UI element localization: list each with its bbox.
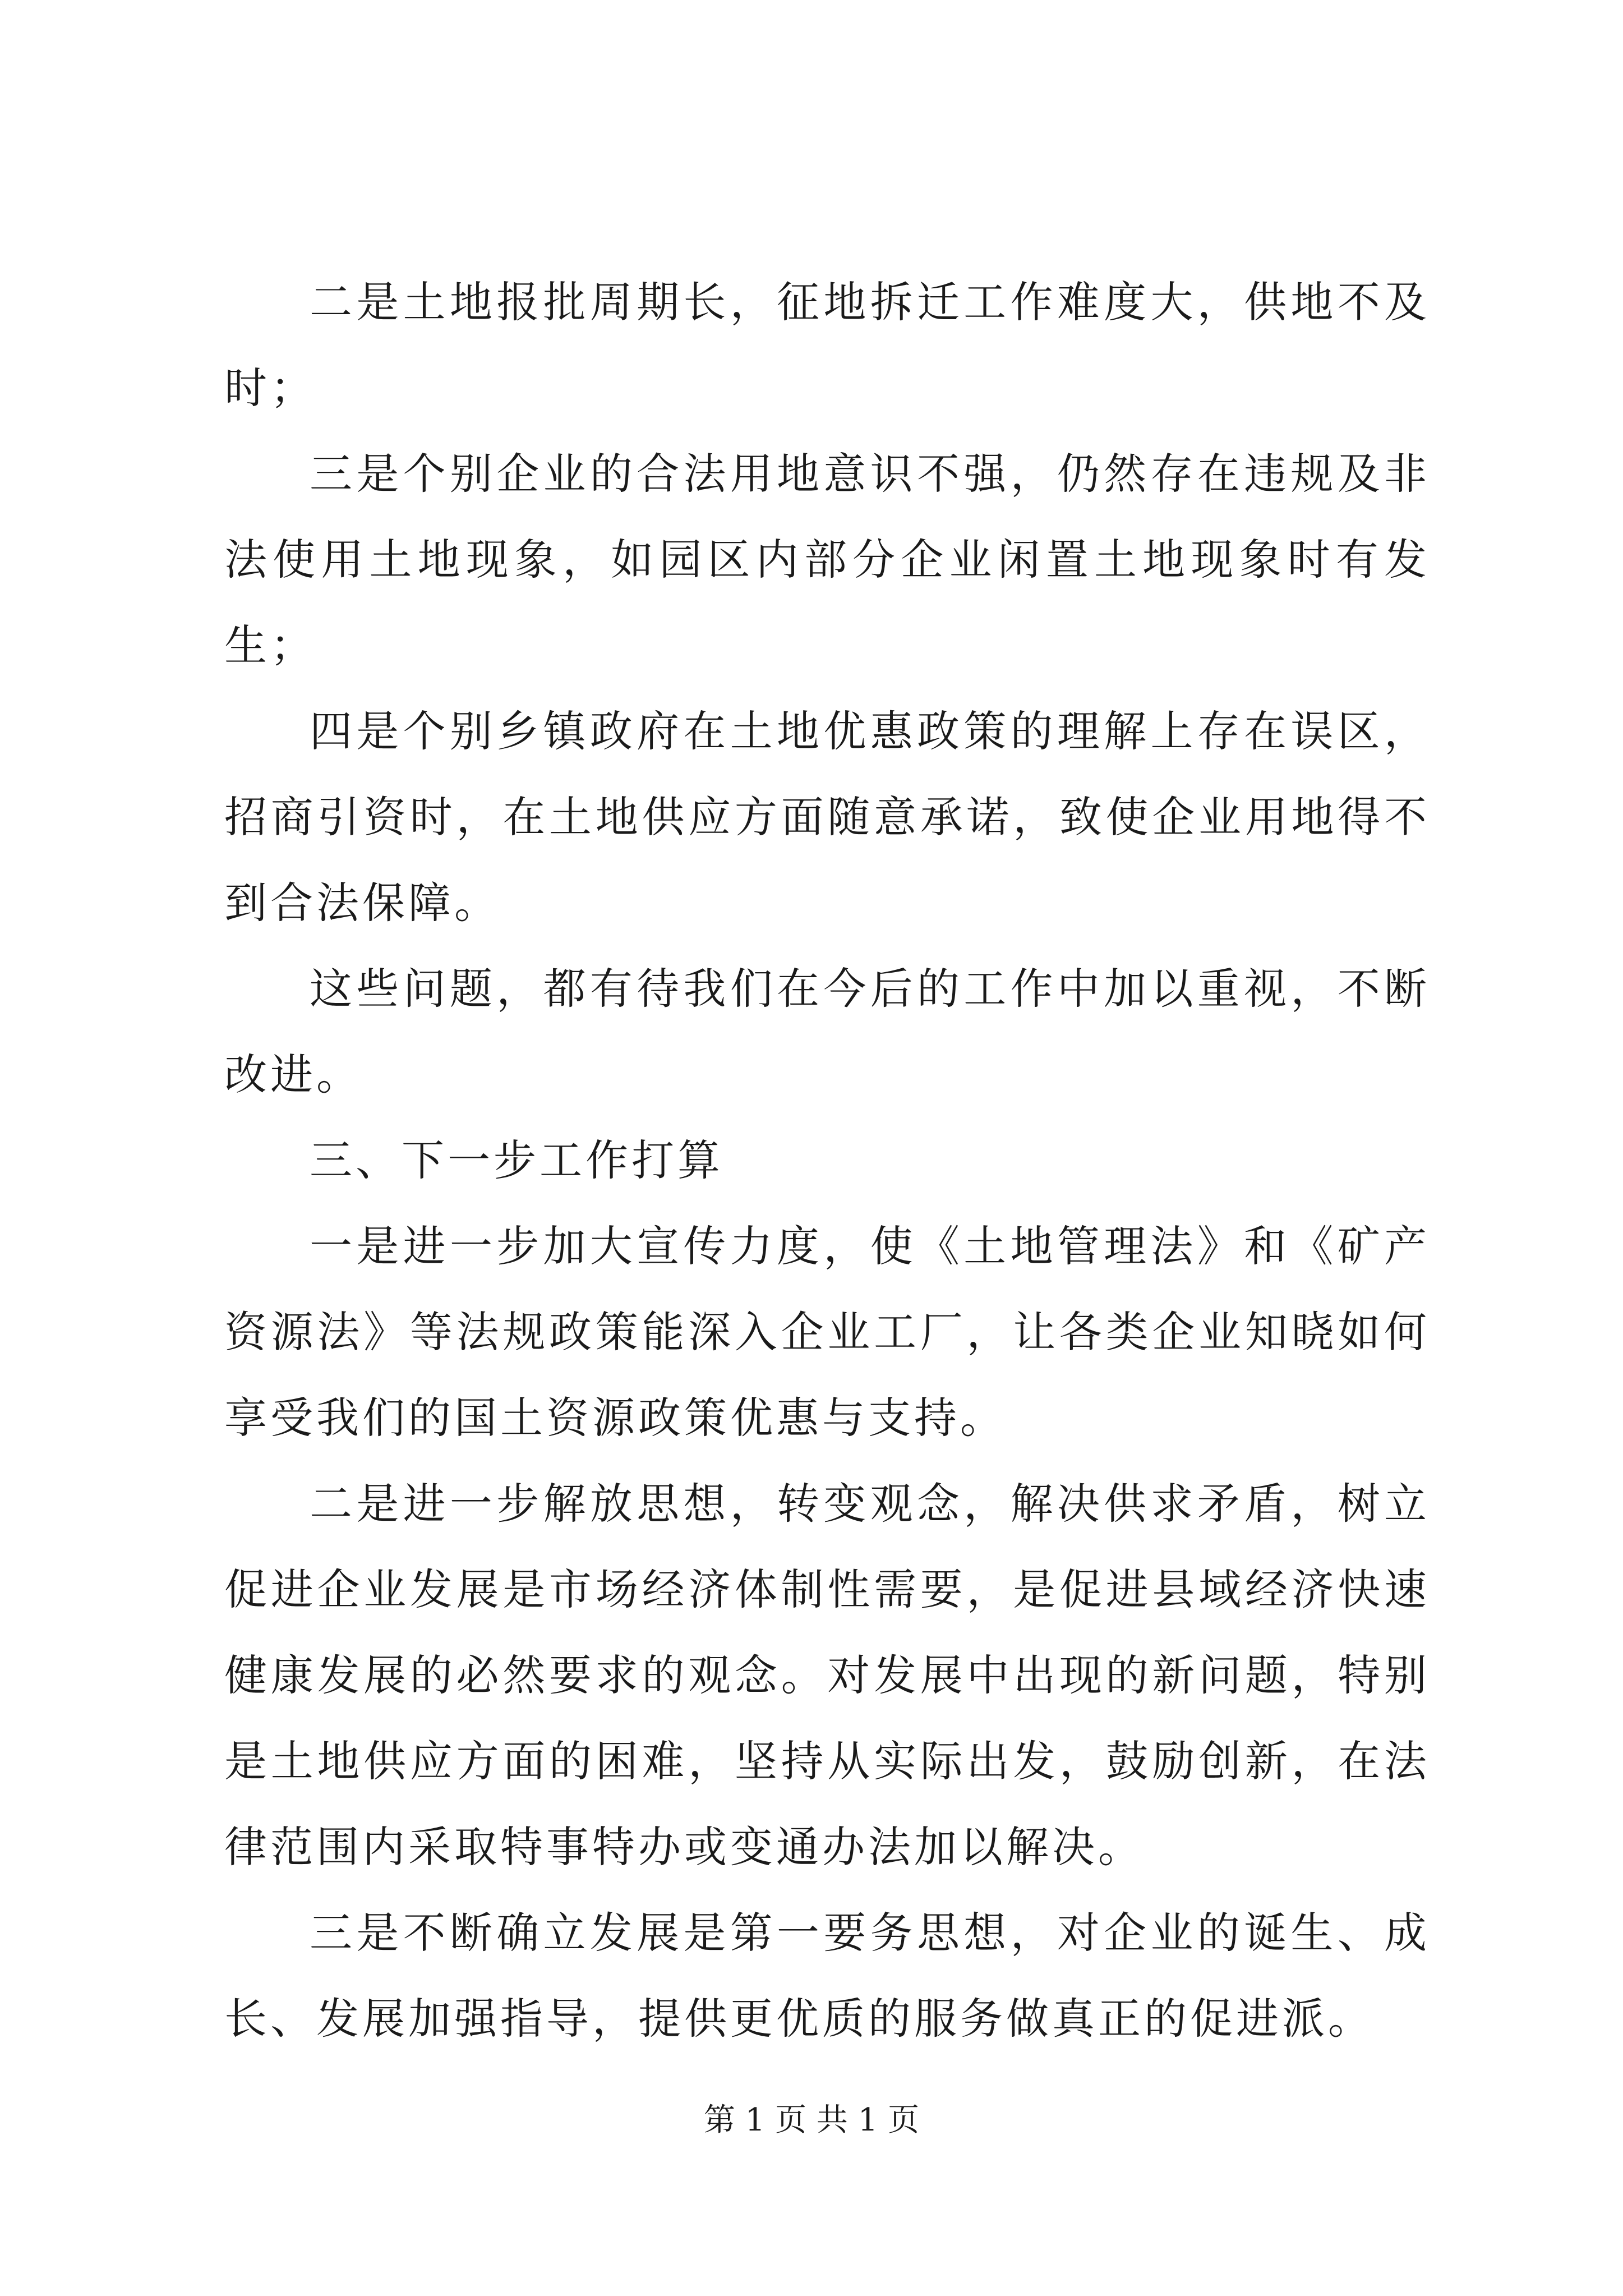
- section-heading-next-steps: 三、下一步工作打算: [310, 1135, 723, 1185]
- paragraph-problem-4: 四是个别乡镇政府在土地优惠政策的理解上存在误区，招商引资时，在土地供应方面随意承诺，致使企业用地得不到合法保障。: [224, 706, 1430, 928]
- paragraph-plan-3: 三是不断确立发展是第一要务思想，对企业的诞生、成长、发展加强指导，提供更优质的服务做真正的促进派。: [224, 1908, 1430, 2044]
- paragraph-plan-1: 一是进一步加大宣传力度，使《土地管理法》和《矿产资源法》等法规政策能深入企业工厂，让各类企业知晓如何享受我们的国土资源政策优惠与支持。: [224, 1221, 1430, 1443]
- page-number-footer: 第 1 页 共 1 页: [703, 2102, 920, 2138]
- document-body: [224, 259, 1430, 2062]
- paragraph-problem-2: 二是土地报批周期长，征地拆迁工作难度大，供地不及时；: [224, 277, 1430, 413]
- paragraph-summary: 这些问题，都有待我们在今后的工作中加以重视，不断改进。: [224, 964, 1430, 1099]
- paragraph-plan-2: 二是进一步解放思想，转变观念，解决供求矛盾，树立促进企业发展是市场经济体制性需要，是促进县域经济快速健康发展的必然要求的观念。对发展中出现的新问题，特别是土地供应方面的困难，坚持从实际出发，鼓励创新，在法律范围内采取特事特办或变通办法加以解决。: [224, 1479, 1430, 1872]
- paragraph-problem-3: 三是个别企业的合法用地意识不强，仍然存在违规及非法使用土地现象，如园区内部分企业闲置土地现象时有发生；: [224, 449, 1430, 670]
